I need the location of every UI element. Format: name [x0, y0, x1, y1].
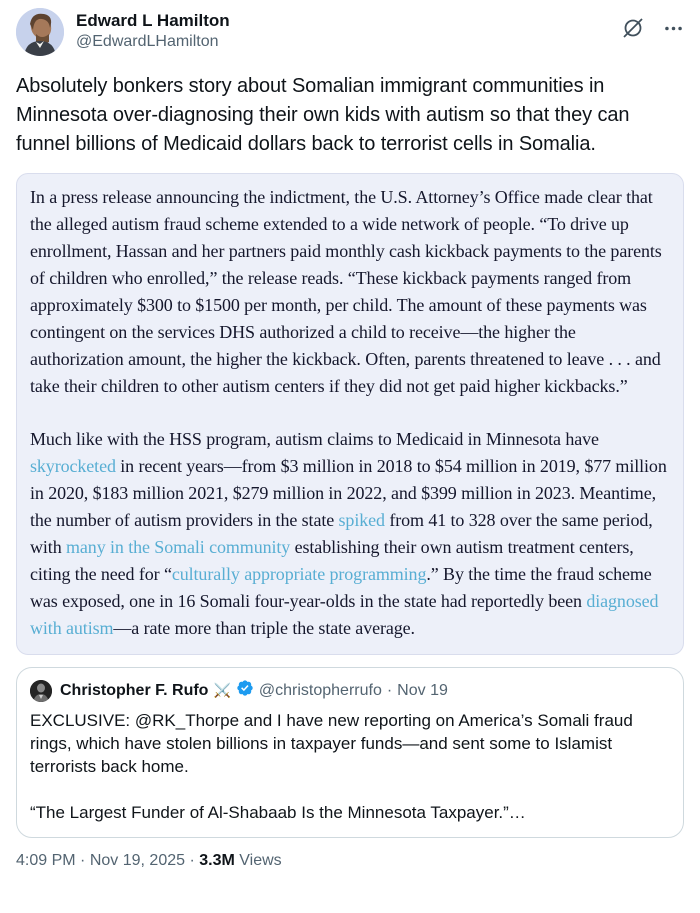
article-link: skyrocketed [30, 456, 116, 476]
quoted-tweet-date: Nov 19 [397, 681, 448, 699]
tweet-text: Absolutely bonkers story about Somalian immigrant communities in Minnesota over-diagnosing their own kids with autism so that they can funnel billions of Medicaid dollars back to terrorist cells in Somalia. [16, 75, 630, 155]
quoted-author-avatar [30, 680, 52, 702]
article-text-segment: Much like with the HSS program, autism claims to Medicaid in Minnesota have [30, 429, 599, 449]
verified-badge-icon [236, 679, 254, 702]
article-text-segment: —a rate more than triple the state average. [113, 618, 415, 638]
article-paragraph-1: In a press release announcing the indictment, the U.S. Attorney’s Office made clear that the alleged autism fraud scheme extended to a wide network of people. “To drive up enrollment, Hassan and her partners paid monthly cash kickback payments to the parents of children who enrolled,” the release reads. “These kickback payments ranged from approximately $300 to $1500 per month, per child. The amount of these payments was contingent on the services DHS authorized a child to receive—the higher the authorization amount, the higher the kickback. Often, parents threatened to leave . . . and take their children to other autism centers if they did not get paid higher kickbacks.” [30, 187, 662, 396]
article-link: culturally appropriate programming [171, 564, 427, 584]
author-handle[interactable]: @EdwardLHamilton [76, 33, 219, 50]
views-count: 3.3M [199, 852, 235, 869]
article-text-segment: from 41 to 328 over the same period, with [30, 510, 653, 557]
more-ellipsis-icon[interactable] [663, 18, 684, 39]
views-label: Views [239, 852, 282, 869]
quoted-tweet-card[interactable] [16, 667, 684, 838]
quoted-author-name: Christopher F. Rufo [60, 681, 209, 699]
tweet-footer-meta [16, 852, 684, 870]
quoted-tweet-paragraph-2: “The Largest Funder of Al-Shabaab Is the Minnesota Taxpayer.”… [30, 803, 526, 822]
author-avatar-image [16, 8, 64, 56]
article-text-segment: .” By the time the fraud scheme was exposed, one in 16 Somali four-year-olds in the state had reportedly been [30, 564, 652, 611]
article-link: spiked [338, 510, 385, 530]
footer-separator-1: · [80, 852, 86, 869]
author-display-name[interactable]: Edward L Hamilton [76, 11, 230, 30]
header-actions [621, 8, 684, 40]
quoted-author-handle: @christopherrufo [258, 681, 382, 699]
crossed-swords-emoji-icon: ⚔️ [213, 682, 231, 698]
quoted-tweet-text [30, 709, 670, 824]
tweet-time: 4:09 PM [16, 852, 76, 869]
grok-circle-slash-icon[interactable] [621, 16, 645, 40]
article-text-segment: in recent years—from $3 million in 2018 to $54 million in 2019, $77 million in 2020, $183 million 2021, $279 million in 2022, and $399 million in 2023. Meantime, the number of autism providers in the state [30, 456, 667, 530]
article-screenshot-attachment[interactable] [16, 173, 684, 655]
tweet-date: Nov 19, 2025 [89, 852, 186, 869]
article-link: diagnosed with autism [30, 591, 659, 638]
tweet-header [16, 8, 684, 56]
quoted-meta-separator: · [386, 681, 393, 699]
article-paragraph-2 [30, 426, 670, 642]
footer-separator-2: · [189, 852, 195, 869]
author-names [76, 8, 230, 52]
article-link: many in the Somali community [66, 537, 291, 557]
quoted-tweet-header [30, 679, 670, 702]
quoted-tweet-paragraph-1: EXCLUSIVE: @RK_Thorpe and I have new reporting on America’s Somali fraud rings, which have stolen billions in taxpayer funds—and sent some to Islamist terrorists back home. [30, 711, 633, 776]
author-avatar[interactable] [16, 8, 64, 56]
article-text-segment: establishing their own autism treatment centers, citing the need for “ [30, 537, 634, 584]
